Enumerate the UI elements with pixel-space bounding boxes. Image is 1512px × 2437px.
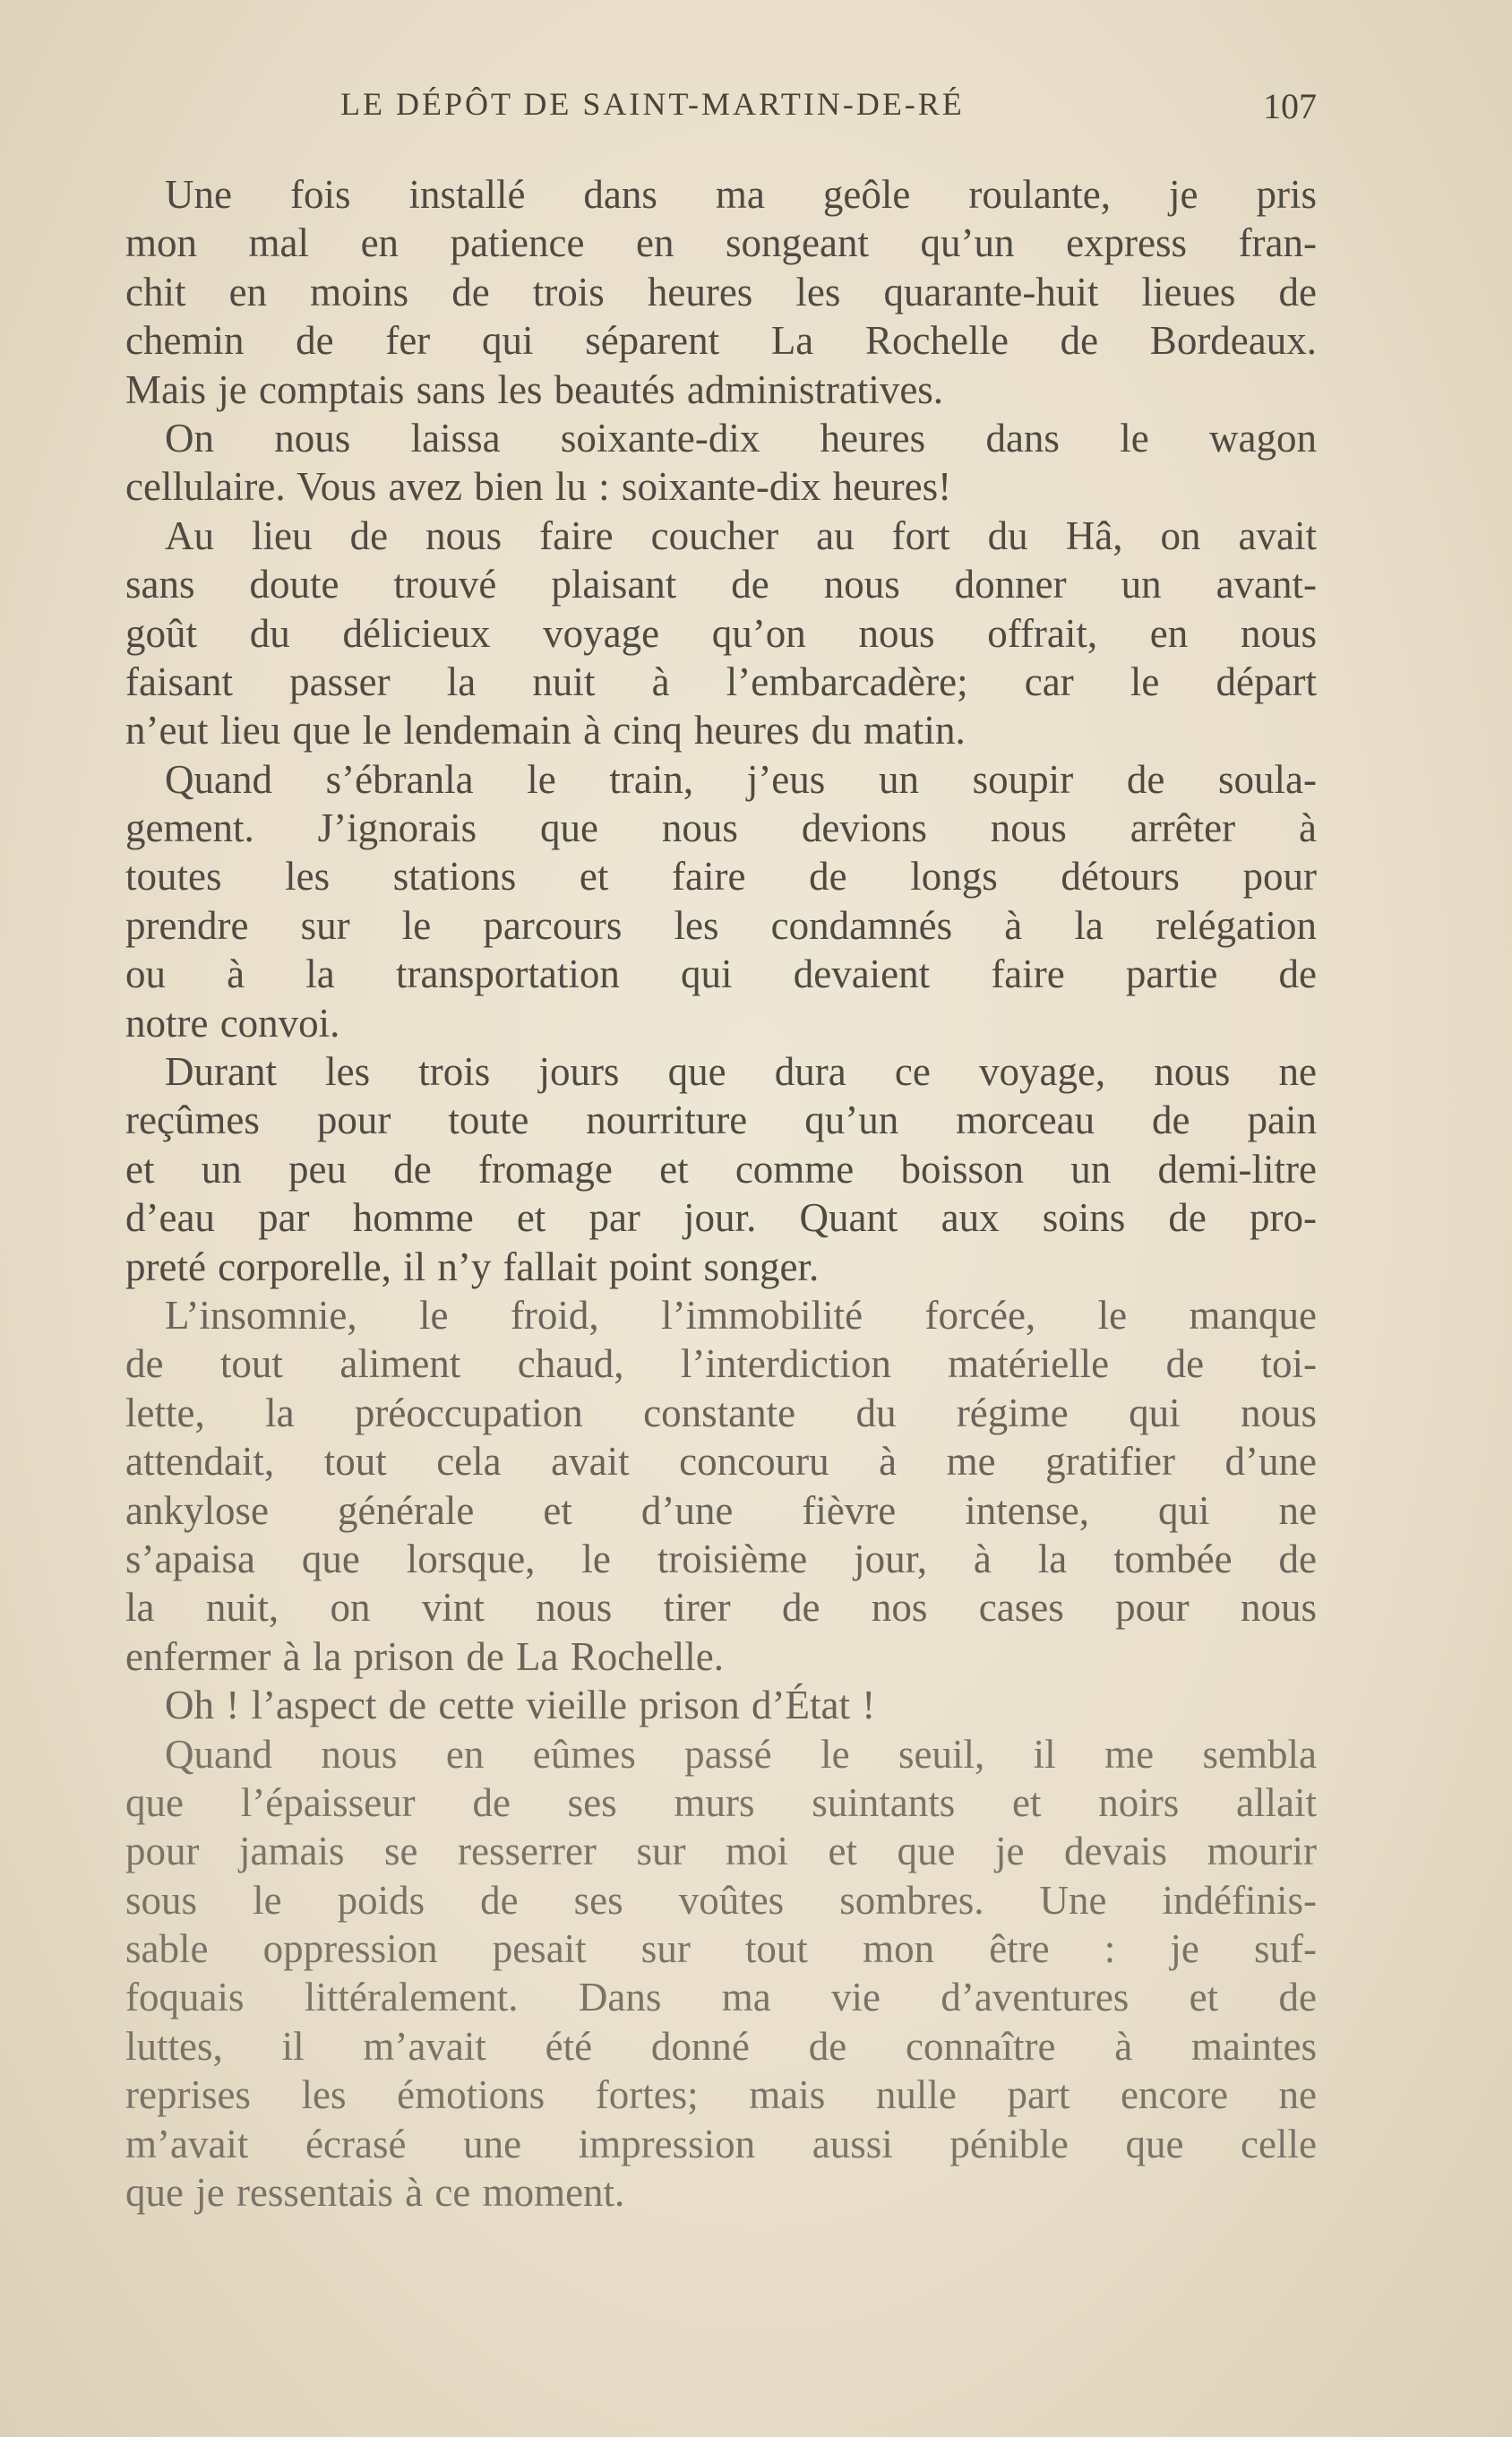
text-line: prendre sur le parcours les condamnés à la relégation [125, 902, 1317, 948]
text-line: et un peu de fromage et comme boisson un demi-litre [125, 1146, 1317, 1192]
text-line: faisant passer la nuit à l’embarcadère; car le départ [125, 659, 1317, 704]
text-line: Quand s’ébranla le train, j’eus un soupir de soula- [165, 756, 1317, 802]
text-line: goût du délicieux voyage qu’on nous offrait, en nous [125, 610, 1317, 656]
text-line: m’avait écrasé une impression aussi pénible que celle [125, 2121, 1317, 2166]
text-line: sans doute trouvé plaisant de nous donner un avant- [125, 562, 1317, 607]
text-line: preté corporelle, il n’y fallait point songer. [125, 1244, 820, 1289]
text-line: foquais littéralement. Dans ma vie d’aventures et de [125, 1975, 1317, 2020]
text-line: chit en moins de trois heures les quarante-huit lieues de [125, 269, 1317, 314]
text-line: lette, la préoccupation constante du régime qui nous [125, 1390, 1317, 1435]
text-line: L’insomnie, le froid, l’immobilité forcée, le manque [165, 1292, 1317, 1338]
running-title: LE DÉPÔT DE SAINT-MARTIN-DE-RÉ [340, 86, 965, 122]
text-line: cellulaire. Vous avez bien lu : soixante-dix heures! [125, 464, 952, 510]
text-line: enfermer à la prison de La Rochelle. [125, 1633, 724, 1679]
text-line: Durant les trois jours que dura ce voyage, nous ne [165, 1049, 1317, 1095]
text-line: Au lieu de nous faire coucher au fort du Hâ, on avait [165, 512, 1317, 558]
text-line: Oh ! l’aspect de cette vieille prison d’État ! [165, 1683, 876, 1728]
text-line: ankylose générale et d’une fièvre intense, qui ne [125, 1487, 1317, 1533]
text-line: n’eut lieu que le lendemain à cinq heures du matin. [125, 708, 966, 753]
text-line: s’apaisa que lorsque, le troisième jour, à la tombée de [125, 1536, 1317, 1581]
page-number: 107 [1263, 86, 1317, 126]
text-line: que je ressentais à ce moment. [125, 2170, 625, 2216]
text-line: attendait, tout cela avait concouru à me gratifier d’une [125, 1439, 1317, 1485]
text-line: Quand nous en eûmes passé le seuil, il me sembla [165, 1731, 1317, 1777]
text-line: la nuit, on vint nous tirer de nos cases pour nous [125, 1585, 1317, 1631]
text-line: chemin de fer qui séparent La Rochelle de Bordeaux. [125, 318, 1317, 364]
text-line: mon mal en patience en songeant qu’un express fran- [125, 220, 1317, 266]
text-line: sous le poids de ses voûtes sombres. Une indéfinis- [125, 1877, 1317, 1923]
text-line: d’eau par homme et par jour. Quant aux soins de pro- [125, 1195, 1317, 1241]
text-line: sable oppression pesait sur tout mon être : je suf- [125, 1926, 1317, 1972]
text-line: gement. J’ignorais que nous devions nous arrêter à [125, 805, 1317, 851]
text-line: reçûmes pour toute nourriture qu’un morceau de pain [125, 1098, 1317, 1143]
text-line: ou à la transportation qui devaient faire partie de [125, 952, 1317, 997]
text-line: On nous laissa soixante-dix heures dans le wagon [165, 415, 1317, 461]
text-line: notre convoi. [125, 1000, 340, 1046]
text-line: de tout aliment chaud, l’interdiction matérielle de toi- [125, 1341, 1317, 1387]
text-line: reprises les émotions fortes; mais nulle part encore ne [125, 2072, 1317, 2118]
page-header [125, 85, 1317, 130]
text-line: pour jamais se resserrer sur moi et que je devais mourir [125, 1829, 1317, 1874]
body-text [125, 170, 1317, 2217]
text-line: que l’épaisseur de ses murs suintants et noirs allait [125, 1779, 1317, 1825]
text-line: luttes, il m’avait été donné de connaître à maintes [125, 2023, 1317, 2069]
text-line: toutes les stations et faire de longs détours pour [125, 854, 1317, 900]
text-line: Mais je comptais sans les beautés administratives. [125, 366, 944, 412]
text-line: Une fois installé dans ma geôle roulante, je pris [165, 172, 1317, 217]
